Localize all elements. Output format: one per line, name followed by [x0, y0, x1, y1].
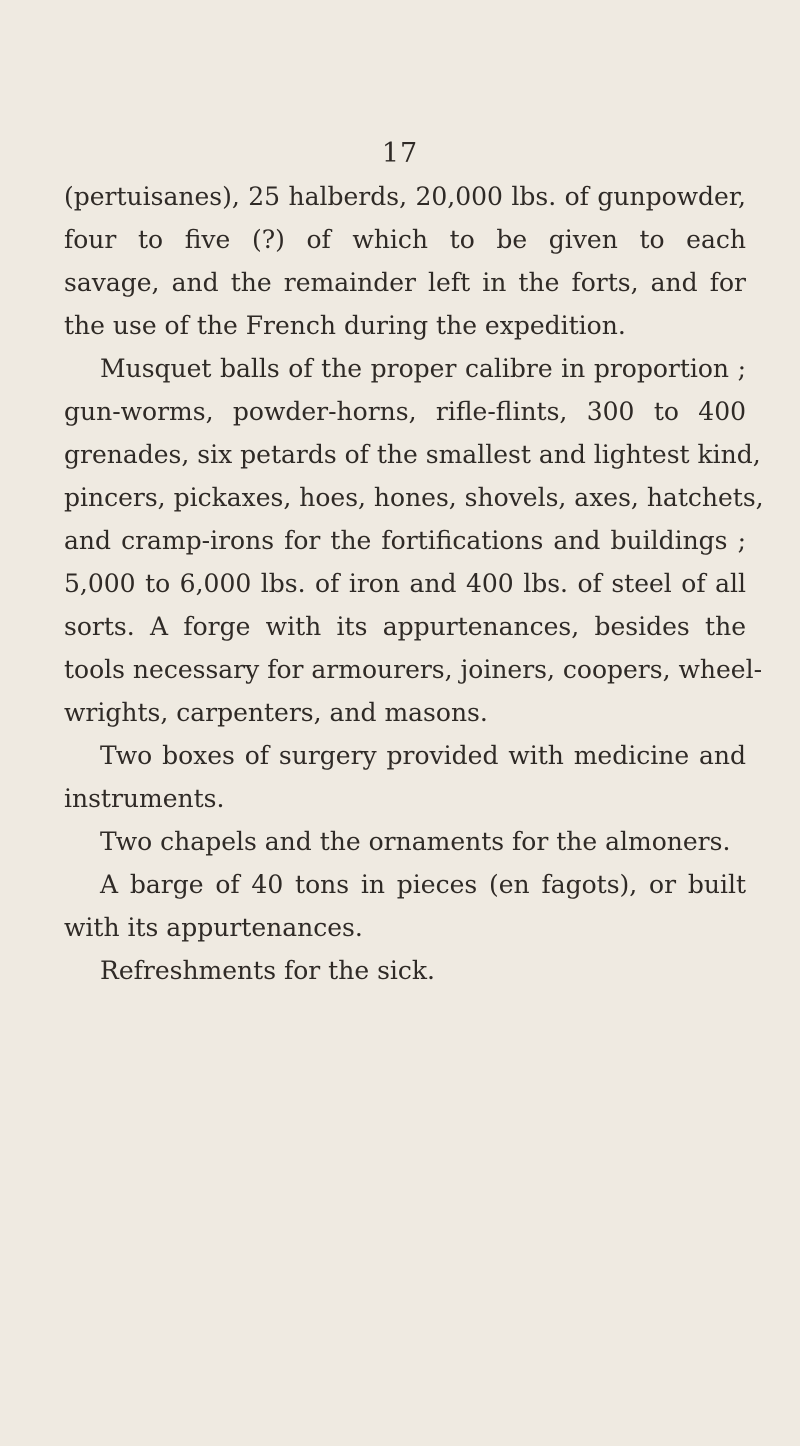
- text-line-16: Two chapels and the ornaments for the almoners.: [100, 827, 731, 856]
- text-line-11: sorts. A forge with its appurtenances, besides the: [64, 612, 746, 641]
- text-line-4: the use of the French during the expedition.: [64, 311, 626, 340]
- text-line-3: savage, and the remainder left in the forts, and for: [64, 268, 746, 297]
- text-line-2: four to five (?) of which to be given to each: [64, 225, 746, 254]
- text-line-7: grenades, six petards of the smallest and lightest kind,: [64, 440, 761, 469]
- text-line-19: Refreshments for the sick.: [100, 956, 435, 985]
- text-line-6: gun-worms, powder-horns, rifle-flints, 300 to 400: [64, 397, 746, 426]
- page-number: 17: [381, 138, 419, 169]
- text-line-8: pincers, pickaxes, hoes, hones, shovels, axes, hatchets,: [64, 483, 764, 512]
- text-line-12: tools necessary for armourers, joiners, coopers, wheel-: [64, 655, 763, 684]
- text-line-17: A barge of 40 tons in pieces (en fagots), or built: [100, 870, 746, 899]
- text-line-13: wrights, carpenters, and masons.: [64, 698, 488, 727]
- text-line-10: 5,000 to 6,000 lbs. of iron and 400 lbs. of steel of all: [64, 569, 746, 598]
- text-line-15: instruments.: [64, 784, 225, 813]
- text-line-1: (pertuisanes), 25 halberds, 20,000 lbs. of gunpowder,: [64, 182, 746, 211]
- text-line-14: Two boxes of surgery provided with medicine and: [100, 741, 746, 770]
- text-line-9: and cramp-irons for the fortifications and buildings ;: [64, 526, 746, 555]
- text-line-18: with its appurtenances.: [64, 913, 363, 942]
- text-line-5: Musquet balls of the proper calibre in proportion ;: [100, 354, 746, 383]
